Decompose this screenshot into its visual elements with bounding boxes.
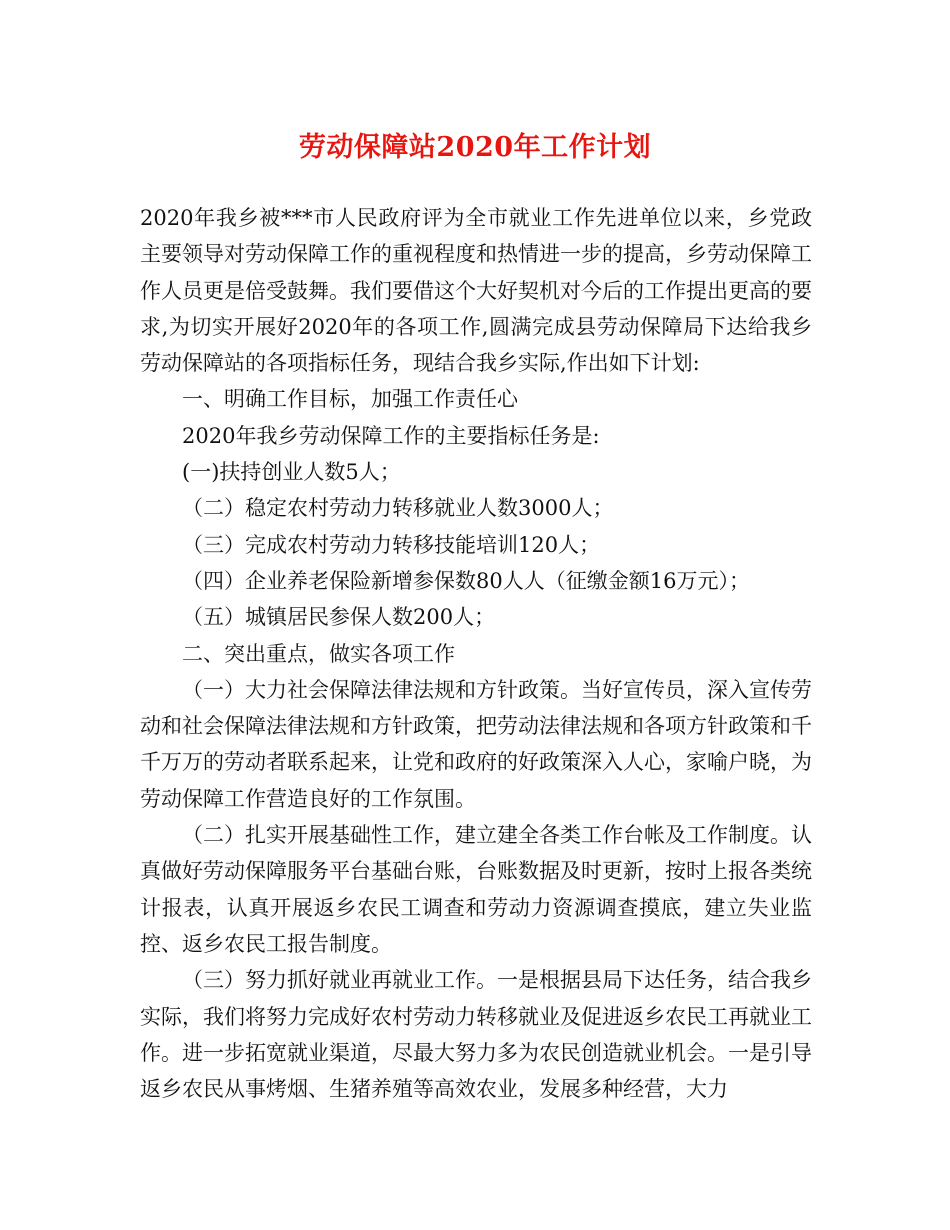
- target-item-3: （三）完成农村劳动力转移技能培训120人；: [182, 532, 601, 557]
- document-title: 劳动保障站2020年工作计划: [298, 132, 652, 163]
- work-paragraph-3: （三）努力抓好就业再就业工作。一是根据县局下达任务，结合我乡实际，我们将努力完成好农村劳动力转移就业及促进返乡农民工再就业工作。进一步拓宽就业渠道，尽最大努力多为农民创造就业机会。一是引导返乡农民从事烤烟、生猪养殖等高效农业，发展多种经营，大力: [140, 968, 812, 1102]
- target-item-5: （五）城镇居民参保人数200人；: [182, 605, 496, 630]
- document-body: [140, 200, 812, 1107]
- targets-intro: 2020年我乡劳动保障工作的主要指标任务是:: [182, 423, 600, 448]
- work-paragraph-2: （二）扎实开展基础性工作，建立建全各类工作台帐及工作制度。认真做好劳动保障服务平台基础台账，台账数据及时更新，按时上报各类统计报表，认真开展返乡农民工调查和劳动力资源调查摸底，建立失业监控、返乡农民工报告制度。: [140, 823, 812, 956]
- target-item-4: （四）企业养老保险新增参保数80人人（征缴金额16万元）；: [182, 568, 750, 593]
- intro-paragraph: 2020年我乡被***市人民政府评为全市就业工作先进单位以来，乡党政主要领导对劳动保障工作的重视程度和热情进一步的提高，乡劳动保障工作人员更是倍受鼓舞。我们要借这个大好契机对今后的工作提出更高的要求,为切实开展好2020年的各项工作,圆满完成县劳动保障局下达给我乡劳动保障站的各项指标任务，现结合我乡实际,作出如下计划:: [140, 206, 812, 376]
- section-heading-2: 二、突出重点，做实各项工作: [182, 641, 455, 666]
- section-heading-1: 一、明确工作目标，加强工作责任心: [182, 387, 518, 412]
- target-item-2: （二）稳定农村劳动力转移就业人数3000人；: [182, 496, 614, 521]
- work-paragraph-1: （一）大力社会保障法律法规和方针政策。当好宣传员，深入宣传劳动和社会保障法律法规和方针政策，把劳动法律法规和各项方针政策和千千万万的劳动者联系起来，让党和政府的好政策深入人心，家喻户晓，为劳动保障工作营造良好的工作氛围。: [140, 677, 812, 811]
- target-item-1: (一)扶持创业人数5人；: [182, 460, 401, 485]
